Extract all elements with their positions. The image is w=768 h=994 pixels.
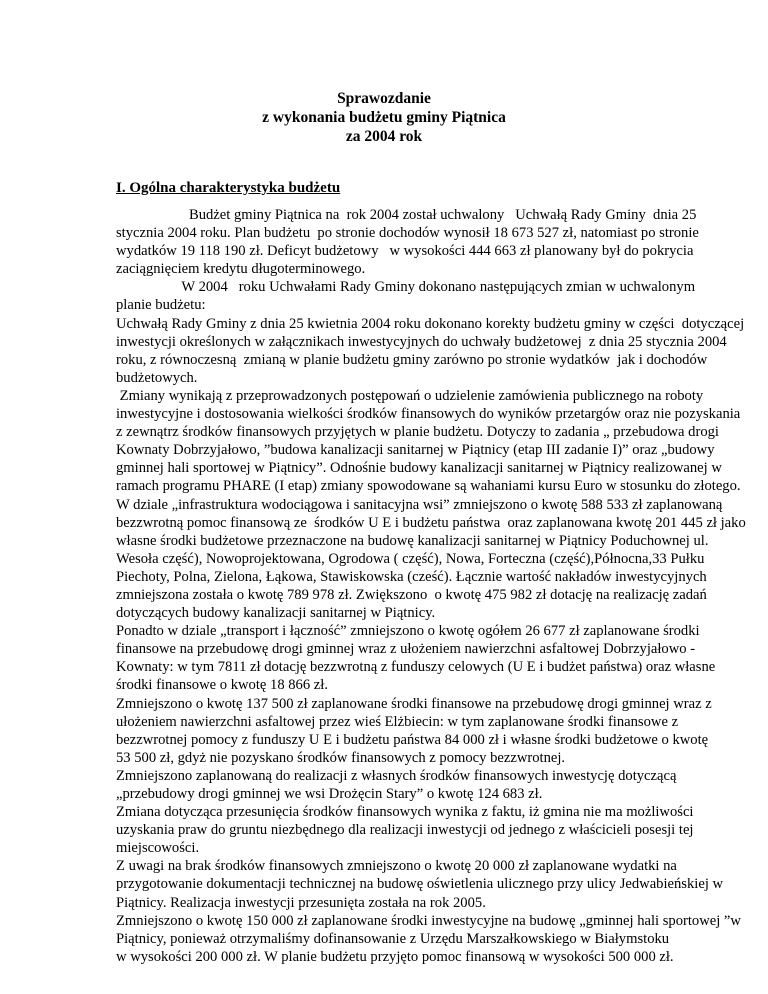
body-line: gminnej hali sportowej w Piątnicy”. Odnośnie budowy kanalizacji sanitarnej w Piątnicy realizowanej w <box>116 460 722 477</box>
body-line: z zewnątrz środków finansowych przyjętych w planie budżetu. Dotyczy to zadania „ przebudowa drogi <box>116 424 719 441</box>
body-line: W dziale „infrastruktura wodociągowa i sanitacyjna wsi” zmniejszono o kwotę 588 533 zł zaplanowaną <box>116 496 723 513</box>
body-line: Piątnicy. Realizacja inwestycji przesunięta została na rok 2005. <box>116 894 486 911</box>
body-line: inwestycji określonych w załącznikach inwestycyjnych do uchwały budżetowej z dnia 25 stycznia 2004 <box>116 333 727 350</box>
title-line-2: z wykonania budżetu gminy Piątnica <box>262 109 506 126</box>
body-line: przygotowanie dokumentacji technicznej na budowę oświetlenia ulicznego przy ulicy Jedwabieńskiej w <box>116 876 724 893</box>
body-line: dotyczących budowy kanalizacji sanitarnej w Piątnicy. <box>116 605 436 622</box>
body-line: Zmniejszono o kwotę 137 500 zł zaplanowane środki finansowe na przebudowę drogi gminnej wraz z <box>116 695 712 712</box>
body-line: wydatków 19 118 190 zł. Deficyt budżetowy w wysokości 444 663 zł planowany był do pokrycia <box>116 243 694 260</box>
body-line: stycznia 2004 roku. Plan budżetu po stronie dochodów wynosił 18 673 527 zł, natomiast po stronie <box>116 225 699 242</box>
body-line: uzyskania praw do gruntu niezbędnego dla realizacji inwestycji od jednego z właścicieli posesji tej <box>116 822 694 839</box>
body-line: Ponadto w dziale „transport i łączność” zmniejszono o kwotę ogółem 26 677 zł zaplanowane środki <box>116 623 700 640</box>
body-line: ramach programu PHARE (I etap) zmiany spowodowane są wahaniami kursu Euro w stosunku do złotego. <box>116 478 741 495</box>
body-line: ułożeniem nawierzchni asfaltowej przez wieś Elżbiecin: w tym zaplanowane środki finansowe z <box>116 713 679 730</box>
body-line: zmniejszona została o kwotę 789 978 zł. Zwiększono o kwotę 475 982 zł dotację na realizację zadań <box>116 586 707 603</box>
body-line: budżetowych. <box>116 369 198 386</box>
title-line-3: za 2004 rok <box>345 128 423 145</box>
body-line: Piątnicy, ponieważ otrzymaliśmy dofinansowanie z Urzędu Marszałkowskiego w Białymstoku <box>116 930 670 947</box>
title-line-1: Sprawozdanie <box>337 90 431 107</box>
body-line: miejscowości. <box>116 840 200 857</box>
body-line: 53 500 zł, gdyż nie pozyskano środków finansowych z pomocy bezzwrotnej. <box>116 749 566 766</box>
body-line: Zmiany wynikają z przeprowadzonych postępowań o udzielenie zamówienia publicznego na roboty <box>116 387 704 404</box>
body-line: Z uwagi na brak środków finansowych zmniejszono o kwotę 20 000 zł zaplanowane wydatki na <box>116 858 677 875</box>
body-line: Kownaty: w tym 7811 zł dotację bezzwrotną z funduszy celowych (U E i budżet państwa) oraz własne <box>116 659 716 676</box>
body-line: zaciągnięciem kredytu długoterminowego. <box>116 261 366 278</box>
body-line: W 2004 roku Uchwałami Rady Gminy dokonano następujących zmian w uchwalonym <box>116 279 696 296</box>
body-line: Zmniejszono o kwotę 150 000 zł zaplanowane środki inwestycyjne na budowę „gminnej hali sportowej ”w <box>116 912 741 929</box>
document-title <box>0 89 768 146</box>
body-line: bezzwrotną pomoc finansową ze środków U E i budżetu państwa oraz zaplanowana kwotę 201 445 zł jako <box>116 514 746 531</box>
body-line: Wesoła część), Nowoprojektowana, Ogrodowa ( część), Nowa, Forteczna (część),Północna,33 Pułku <box>116 550 705 567</box>
body-line: inwestycyjne i dostosowania wielkości środków finansowych do wyników przetargów oraz nie pozyskania <box>116 406 741 423</box>
body-line: planie budżetu: <box>116 297 206 314</box>
body-line: Kownaty Dobrzyjałowo, ”budowa kanalizacji sanitarnej w Piątnicy (etap III zadanie I)” oraz „budowy <box>116 442 715 459</box>
body-line: roku, z równoczesną zmianą w planie budżetu gminy zarówno po stronie wydatków jak i dochodów <box>116 351 708 368</box>
body-text <box>116 206 766 966</box>
body-line: Piechoty, Polna, Zielona, Łąkowa, Stawiskowska (cześć). Łącznie wartość nakładów inwestycyjnych <box>116 568 707 585</box>
body-line: środki finansowe o kwotę 18 866 zł. <box>116 677 328 694</box>
body-line: Uchwałą Rady Gminy z dnia 25 kwietnia 2004 roku dokonano korekty budżetu gminy w części dotyczącej <box>116 315 745 332</box>
body-line: Zmiana dotycząca przesunięcia środków finansowych wynika z faktu, iż gmina nie ma możliwości <box>116 804 694 821</box>
body-line: Zmniejszono zaplanowaną do realizacji z własnych środków finansowych inwestycję dotyczącą <box>116 767 677 784</box>
body-line: Budżet gminy Piątnica na rok 2004 został uchwalony Uchwałą Rady Gminy dnia 25 <box>116 207 697 223</box>
body-line: bezzwrotnej pomocy z funduszy U E i budżetu państwa 84 000 zł i własne środki budżetowe o kwotę <box>116 731 709 748</box>
body-line: własne środki budżetowe przeznaczone na budowę kanalizacji sanitarnej w Piątnicy Poduchownej ul. <box>116 532 709 549</box>
body-line: „przebudowy drogi gminnej we wsi Drożęcin Stary” o kwotę 124 683 zł. <box>116 786 543 802</box>
body-line: finansowe na przebudowę drogi gminnej wraz z ułożeniem nawierzchni asfaltowej Dobrzyjałowo - <box>116 641 696 658</box>
section-heading: I. Ogólna charakterystyka budżetu <box>116 180 341 196</box>
body-line: w wysokości 200 000 zł. W planie budżetu przyjęto pomoc finansową w wysokości 500 000 zł. <box>116 948 674 965</box>
